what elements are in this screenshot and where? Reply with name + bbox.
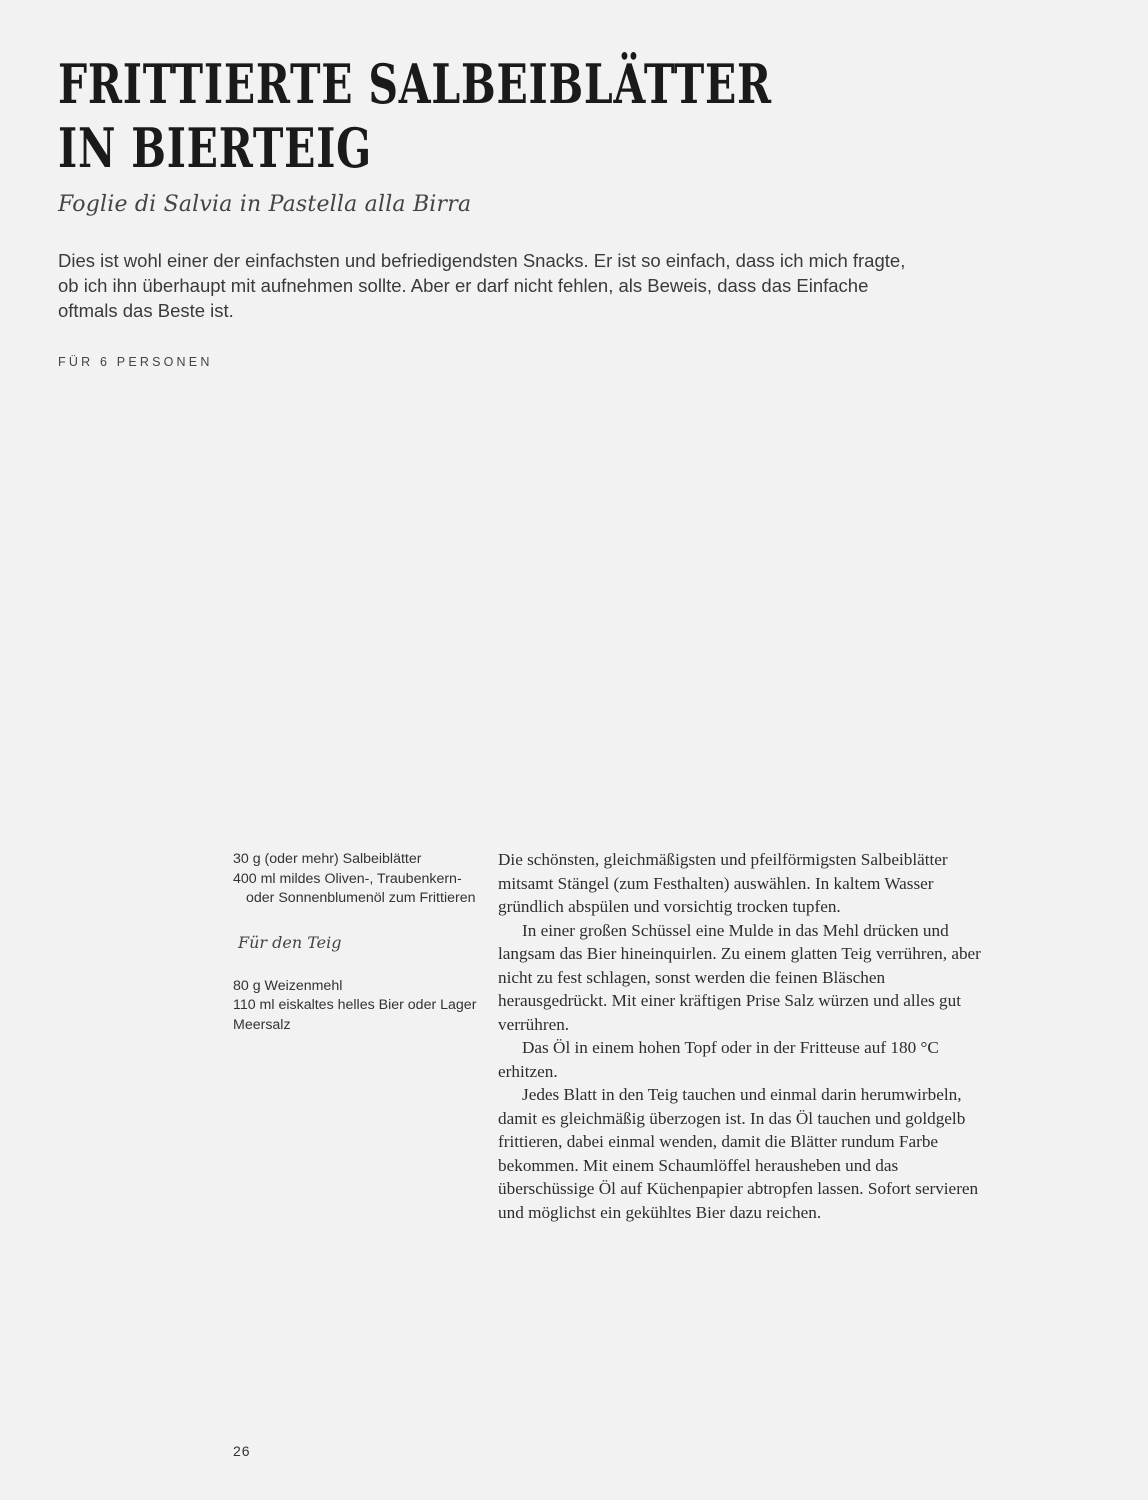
- recipe-intro: Dies ist wohl einer der einfachsten und befriedigendsten Snacks. Er ist so einfach, dass ich mich fragte, ob ich ihn überhaupt mit aufnehmen sollte. Aber er darf nicht fehlen, als Beweis, dass das Einfache oftmals das Beste ist.: [58, 250, 906, 321]
- ingredient-item: 400 ml mildes Oliven-, Traubenkern- oder Sonnenblumenöl zum Frittieren: [233, 870, 476, 906]
- method-step: In einer großen Schüssel eine Mulde in das Mehl drücken und langsam das Bier hineinquirlen. Zu einem glatten Teig verrühren, aber nicht zu fest schlagen, sonst werden die feinen Bläschen herausgedrückt. Mit einer kräftigen Prise Salz würzen und alles gut verrühren.: [498, 920, 981, 1034]
- ingredient-item: 30 g (oder mehr) Salbeiblätter: [233, 851, 422, 867]
- method-text: [498, 848, 998, 1224]
- main-ingredients: [233, 850, 483, 909]
- dough-ingredients: [233, 977, 483, 1036]
- ingredient-item: 80 g Weizenmehl: [233, 977, 343, 994]
- servings-label: FÜR 6 PERSONEN: [58, 355, 213, 369]
- recipe-subtitle-italian: Foglie di Salvia in Pastella alla Birra: [58, 192, 472, 217]
- method-step: Die schönsten, gleichmäßigsten und pfeilförmigsten Salbeiblätter mitsamt Stängel (zum Festhalten) auswählen. In kaltem Wasser gründlich abspülen und vorsichtig trocken tupfen.: [498, 850, 948, 916]
- recipe-title-line-1: FRITTIERTE SALBEIBLÄTTER: [58, 52, 772, 116]
- method-step: Jedes Blatt in den Teig tauchen und einmal darin herumwirbeln, damit es gleichmäßig überzogen ist. In das Öl tauchen und goldgelb frittieren, dabei einmal wenden, damit die Blätter rundum Farbe bekommen. Mit einem Schaumlöffel herausheben und das überschüssige Öl auf Küchenpapier abtropfen lassen. Sofort servieren und möglichst ein gekühltes Bier dazu reichen.: [498, 1085, 979, 1222]
- method-step: Das Öl in einem hohen Topf oder in der Fritteuse auf 180 °C erhitzen.: [498, 1038, 939, 1081]
- dough-subheading: Für den Teig: [238, 932, 342, 952]
- ingredients-list: [233, 850, 483, 1035]
- page-number: 26: [233, 1443, 251, 1459]
- ingredient-item: 110 ml eiskaltes helles Bier oder Lager: [233, 997, 477, 1013]
- recipe-title: [58, 52, 772, 180]
- recipe-title-line-2: IN BIERTEIG: [58, 116, 372, 180]
- ingredient-item: Meersalz: [233, 1016, 291, 1033]
